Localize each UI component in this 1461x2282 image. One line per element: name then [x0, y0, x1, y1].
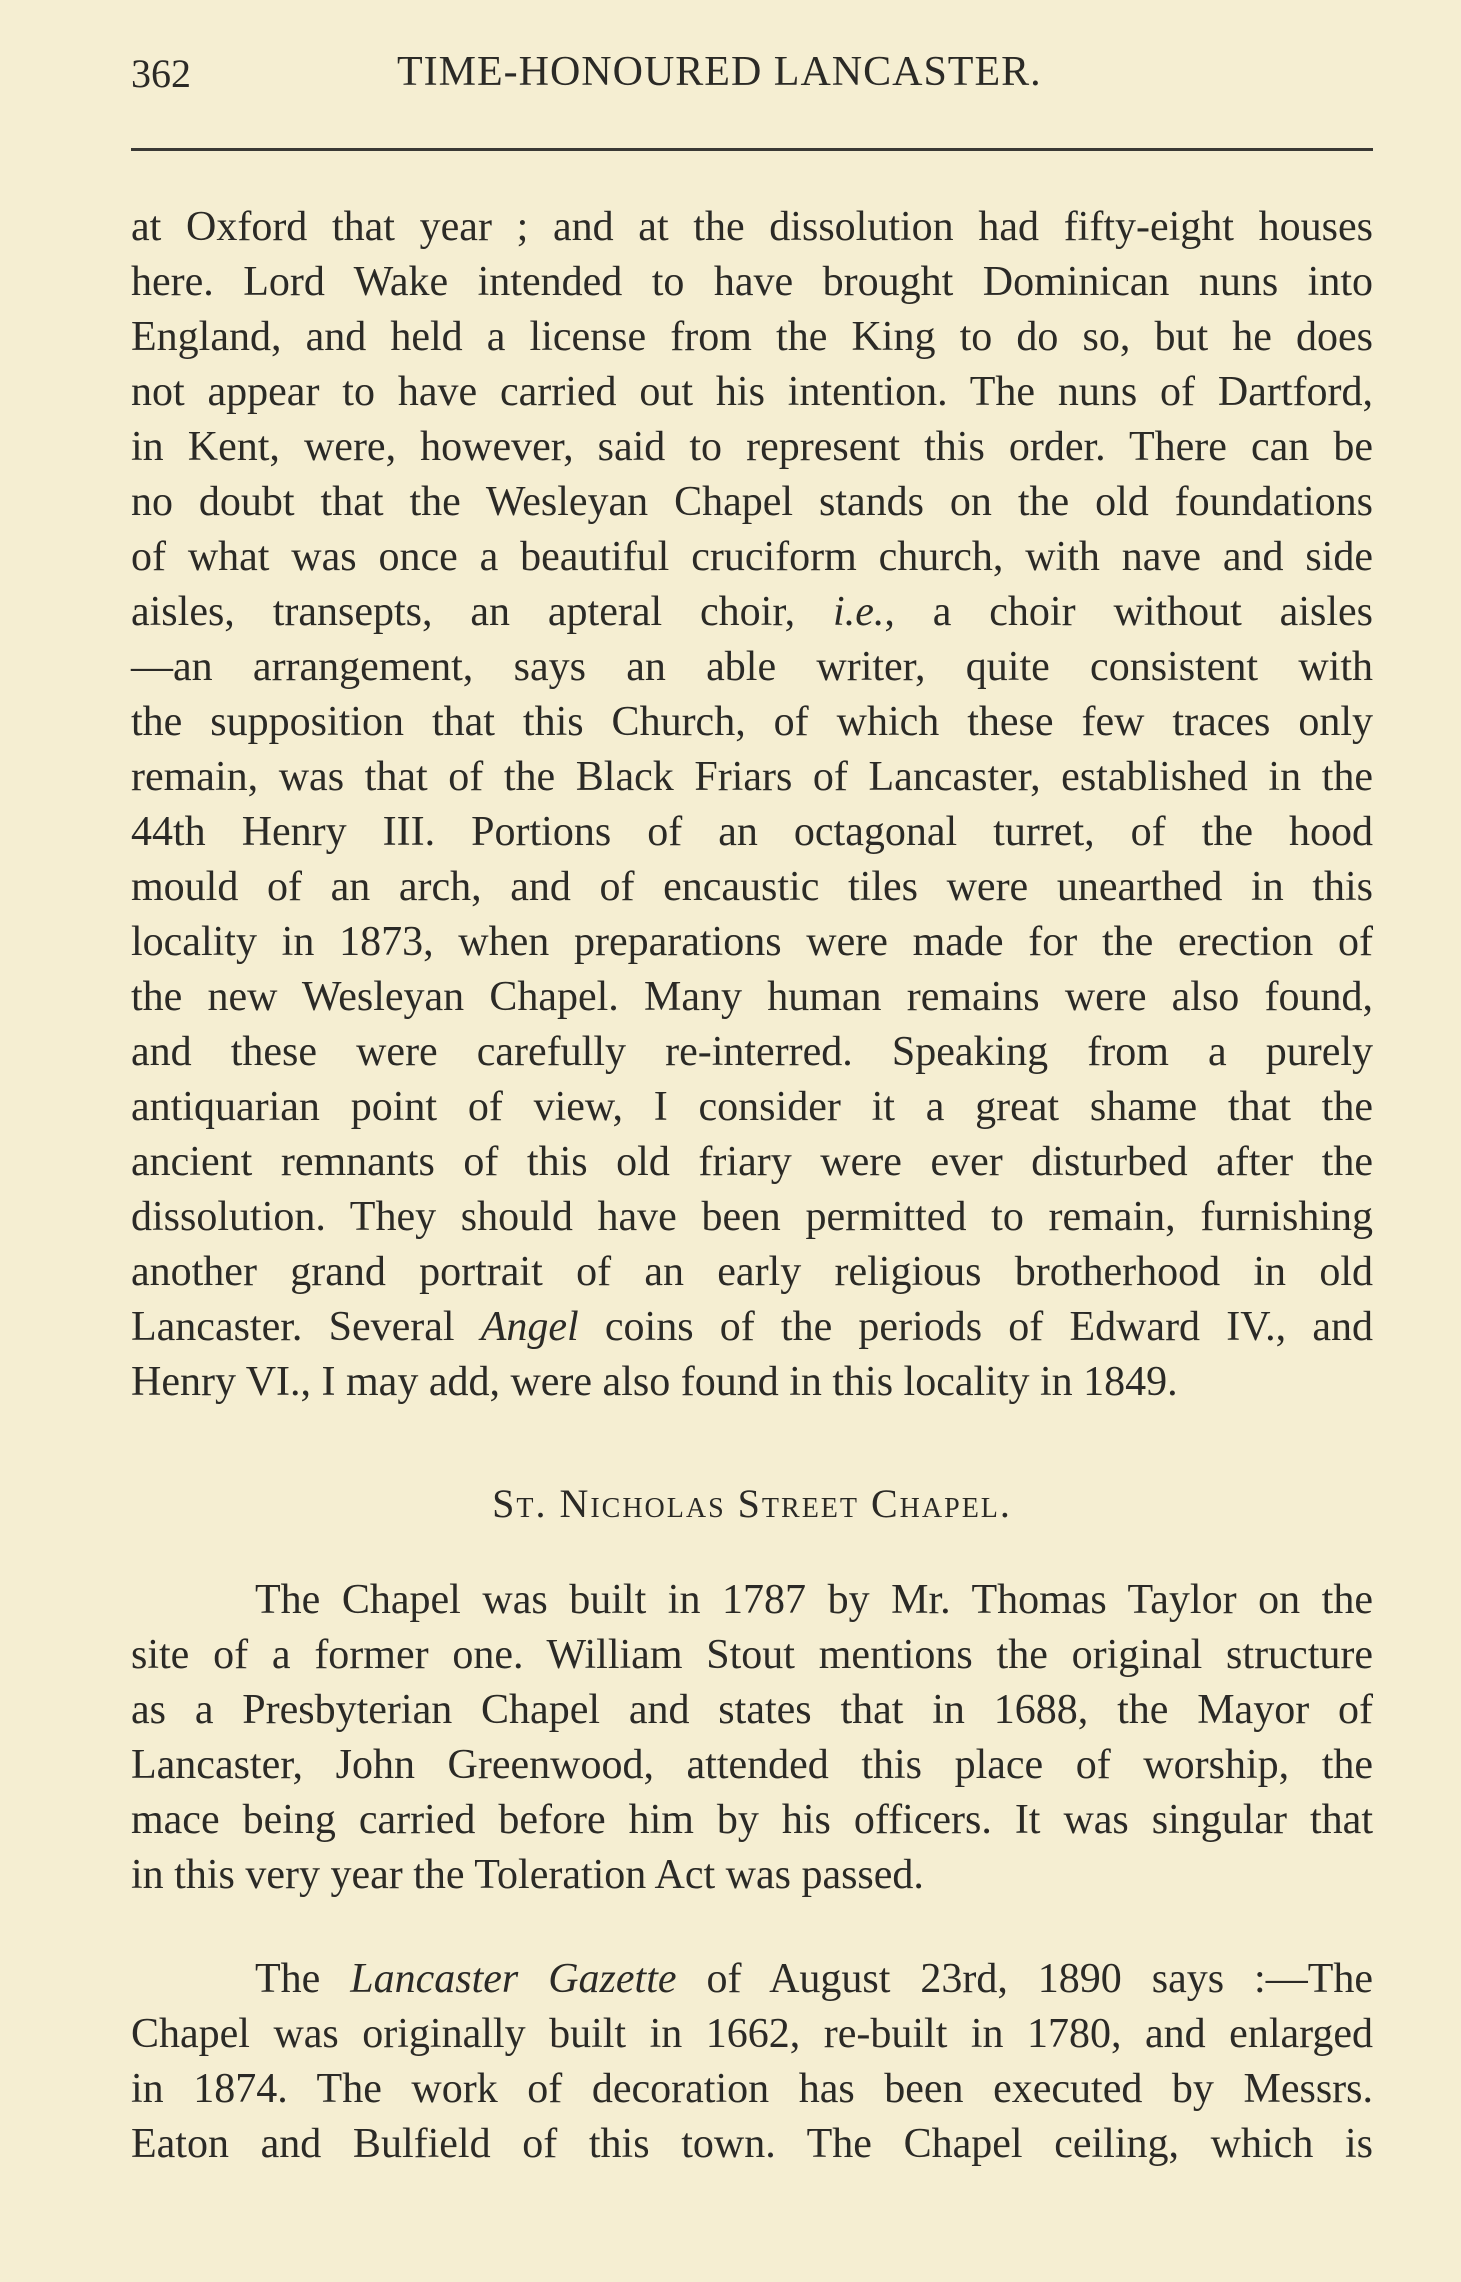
text-line [131, 310, 1373, 365]
text-run: ancient remnants of this old friary were ever disturbed after the [131, 1139, 1373, 1185]
italic-text: i.e. [833, 589, 885, 635]
text-run: not appear to have carried out his intention. The nuns of Dartford, [131, 369, 1373, 415]
text-run: Henry VI., I may add, were also found in this locality in 1849. [131, 1359, 1178, 1405]
text-run: antiquarian point of view, I consider it a great shame that the [131, 1084, 1373, 1130]
text-run: the supposition that this Church, of which these few traces only [131, 699, 1373, 745]
text-run: England, and held a license from the King to do so, but he does [131, 314, 1373, 360]
running-title: TIME-HONOURED LANCASTER. [397, 49, 1042, 95]
text-run: in Kent, were, however, said to represent this order. There can be [131, 424, 1373, 470]
text-run: another grand portrait of an early religious brotherhood in old [131, 1249, 1373, 1295]
text-run: The [255, 1956, 351, 2002]
text-line [131, 1025, 1373, 1080]
text-run: in 1874. The work of decoration has been executed by Messrs. [131, 2066, 1373, 2112]
text-line [131, 860, 1373, 915]
text-run: Lancaster. Several [131, 1304, 481, 1350]
text-run: The Chapel was built in 1787 by Mr. Thomas Taylor on the [255, 1577, 1373, 1623]
text-line [131, 1080, 1373, 1135]
text-run: of what was once a beautiful cruciform church, with nave and side [131, 534, 1373, 580]
text-line [131, 915, 1373, 970]
text-run: 44th Henry III. Portions of an octagonal turret, of the hood [131, 809, 1373, 855]
header-rule [131, 148, 1373, 151]
section-heading: St. Nicholas Street Chapel. [492, 1481, 1012, 1526]
text-run: coins of the periods of Edward IV., and [578, 1304, 1373, 1350]
text-run: and these were carefully re-interred. Speaking from a purely [131, 1029, 1373, 1075]
text-line [131, 970, 1373, 1025]
text-run: of August 23rd, 1890 says :—The [676, 1956, 1374, 2002]
text-run: the new Wesleyan Chapel. Many human remains were also found, [131, 974, 1373, 1020]
text-line [131, 1190, 1373, 1245]
text-run: , a choir without aisles [884, 589, 1373, 635]
paragraph-lancaster-gazette [131, 1952, 1373, 2172]
text-run: no doubt that the Wesleyan Chapel stands on the old foundations [131, 479, 1373, 525]
text-line [131, 365, 1373, 420]
paragraph-friary [131, 200, 1373, 1410]
italic-text: Lancaster Gazette [350, 1956, 677, 2002]
text-line [131, 1628, 1373, 1683]
text-line [131, 1300, 1373, 1355]
text-line [131, 1952, 1373, 2007]
text-line [131, 255, 1373, 310]
text-run: mace being carried before him by his officers. It was singular that [131, 1797, 1373, 1843]
text-run: Chapel was originally built in 1662, re-built in 1780, and enlarged [131, 2011, 1373, 2057]
text-line [131, 1793, 1373, 1848]
paragraph-chapel-history [131, 1573, 1373, 1903]
text-run: remain, was that of the Black Friars of Lancaster, established in the [131, 754, 1373, 800]
text-run: —an arrangement, says an able writer, quite consistent with [131, 644, 1373, 690]
text-line [131, 475, 1373, 530]
text-line [131, 695, 1373, 750]
text-line [131, 2062, 1373, 2117]
text-line [131, 805, 1373, 860]
text-line [131, 585, 1373, 640]
text-line [131, 750, 1373, 805]
text-line [131, 200, 1373, 255]
italic-text: Angel [480, 1304, 579, 1350]
text-line [131, 640, 1373, 695]
text-run: site of a former one. William Stout mentions the original structure [131, 1632, 1373, 1678]
page-number: 362 [131, 51, 191, 96]
text-run: Lancaster, John Greenwood, attended this place of worship, the [131, 1742, 1373, 1788]
text-run: aisles, transepts, an apteral choir, [131, 589, 834, 635]
text-line [131, 1135, 1373, 1190]
text-run: mould of an arch, and of encaustic tiles were unearthed in this [131, 864, 1373, 910]
text-run: dissolution. They should have been permitted to remain, furnishing [131, 1194, 1373, 1240]
text-run: Eaton and Bulfield of this town. The Chapel ceiling, which is [131, 2121, 1373, 2167]
text-run: in this very year the Toleration Act was passed. [131, 1852, 924, 1898]
text-line [131, 420, 1373, 475]
text-line [131, 1355, 1373, 1410]
text-line [131, 1738, 1373, 1793]
text-line [131, 2007, 1373, 2062]
text-line [131, 1848, 1373, 1903]
text-run: locality in 1873, when preparations were made for the erection of [131, 919, 1373, 965]
text-line [131, 530, 1373, 585]
text-run: here. Lord Wake intended to have brought Dominican nuns into [131, 259, 1373, 305]
text-line [131, 2117, 1373, 2172]
text-run: as a Presbyterian Chapel and states that in 1688, the Mayor of [131, 1687, 1373, 1733]
text-line [131, 1245, 1373, 1300]
text-line [131, 1573, 1373, 1628]
text-run: at Oxford that year ; and at the dissolution had fifty-eight houses [131, 204, 1373, 250]
text-line [131, 1683, 1373, 1738]
